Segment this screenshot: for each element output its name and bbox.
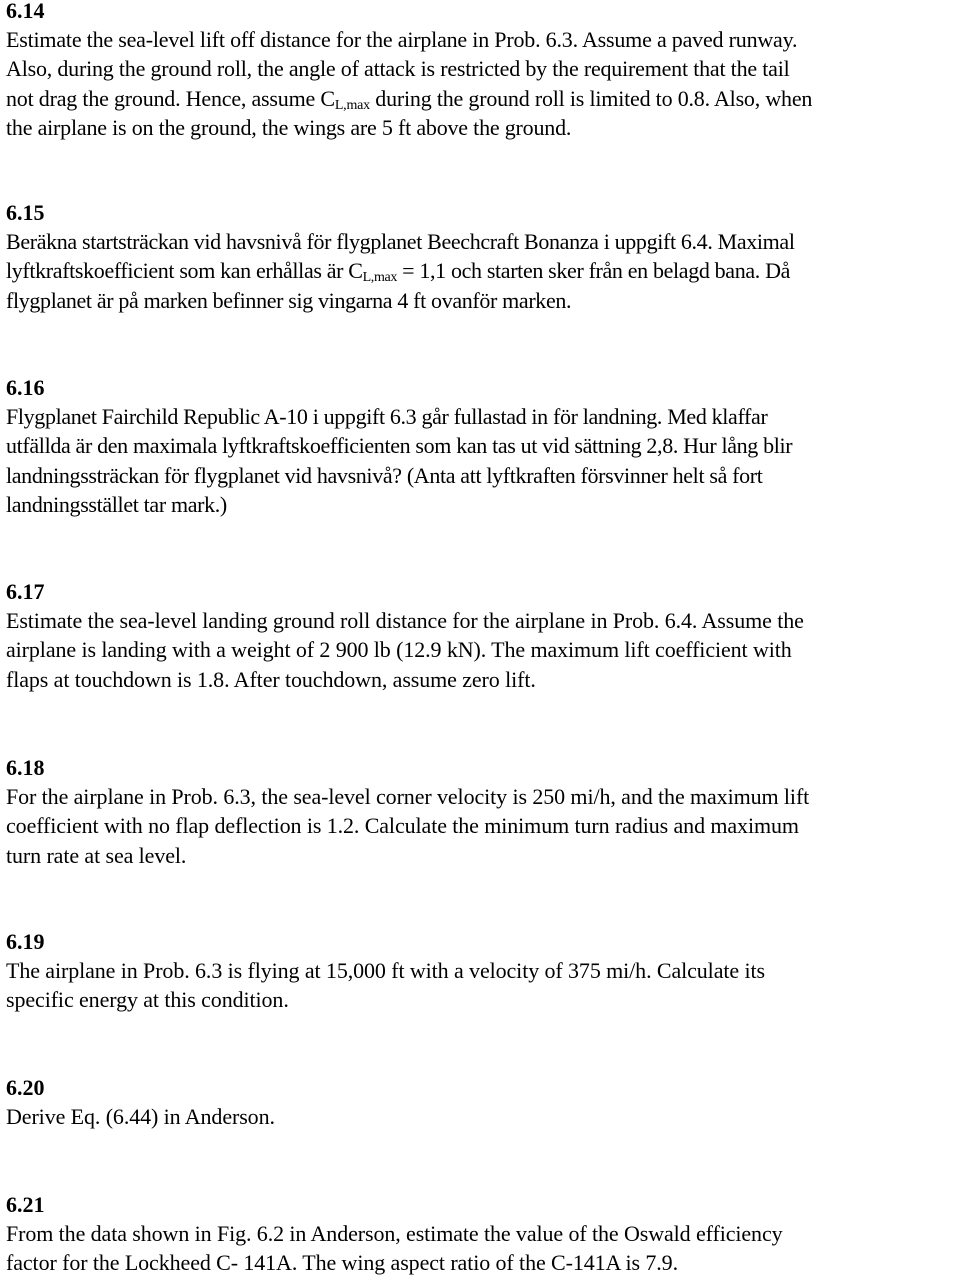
problem-text-line: Flygplanet Fairchild Republic A-10 i uppgift 6.3 går fullastad in för landning. Med klaffar	[6, 404, 768, 429]
text-segment: during the ground roll is limited to 0.8. Also, when	[369, 85, 813, 111]
problem-text-line: The airplane in Prob. 6.3 is flying at 15,000 ft with a velocity of 375 mi/h. Calculate its	[6, 958, 765, 983]
problem-6-14	[6, 0, 956, 142]
problem-text-line: turn rate at sea level.	[6, 842, 187, 868]
problem-6-16	[6, 373, 956, 519]
problem-6-19	[6, 927, 956, 1015]
problem-6-15	[6, 198, 956, 315]
problem-number: 6.14	[6, 0, 45, 23]
problem-text-line: Estimate the sea-level lift off distance for the airplane in Prob. 6.3. Assume a paved runway.	[6, 27, 798, 52]
problem-text-line: specific energy at this condition.	[6, 987, 289, 1013]
problem-text-line: Also, during the ground roll, the angle of attack is restricted by the requirement that the tail	[6, 56, 790, 82]
problem-text-line: the airplane is on the ground, the wings are 5 ft above the ground.	[6, 114, 572, 140]
problem-number: 6.16	[6, 375, 45, 400]
subscript: L,max	[334, 97, 370, 113]
problem-text-line: airplane is landing with a weight of 2 900 lb (12.9 kN). The maximum lift coefficient with	[6, 637, 792, 663]
problem-number: 6.15	[6, 200, 45, 225]
problem-text-line: landningssträckan för flygplanet vid havsnivå? (Anta att lyftkraften försvinner helt så fort	[6, 462, 763, 488]
problem-text-line: Estimate the sea-level landing ground roll distance for the airplane in Prob. 6.4. Assume the	[6, 608, 804, 633]
problem-text-line	[6, 84, 956, 113]
problem-text-line: From the data shown in Fig. 6.2 in Anderson, estimate the value of the Oswald efficiency	[6, 1221, 783, 1246]
problem-number: 6.21	[6, 1192, 45, 1217]
problem-text-line: flygplanet är på marken befinner sig vingarna 4 ft ovanför marken.	[6, 287, 572, 313]
problem-number: 6.20	[6, 1075, 45, 1100]
problem-number: 6.19	[6, 929, 45, 954]
text-segment: lyftkraftskoefficient som kan erhållas är C	[6, 258, 363, 284]
problem-text-line: utfällda är den maximala lyftkraftskoefficienten som kan tas ut vid sättning 2,8. Hur lång blir	[6, 433, 793, 459]
text-segment: = 1,1 och starten sker från en belagd bana. Då	[397, 258, 791, 284]
problem-text-line: landningsstället tar mark.)	[6, 491, 227, 517]
text-segment: not drag the ground. Hence, assume C	[6, 85, 335, 111]
problem-6-17	[6, 577, 956, 694]
problem-6-18	[6, 753, 956, 870]
problem-text-line: For the airplane in Prob. 6.3, the sea-level corner velocity is 250 mi/h, and the maximum lift	[6, 784, 810, 809]
problem-6-20	[6, 1073, 956, 1131]
problem-text-line: Derive Eq. (6.44) in Anderson.	[6, 1104, 275, 1129]
subscript: L,max	[362, 270, 397, 286]
problem-number: 6.18	[6, 755, 45, 780]
problem-text-line: coefficient with no flap deflection is 1.2. Calculate the minimum turn radius and maximum	[6, 813, 799, 839]
problem-text-line: factor for the Lockheed C- 141A. The wing aspect ratio of the C-141A is 7.9.	[6, 1250, 678, 1276]
problem-text-line	[6, 256, 956, 285]
problem-text-line: Beräkna startsträckan vid havsnivå för flygplanet Beechcraft Bonanza i uppgift 6.4. Maximal	[6, 229, 795, 254]
problem-number: 6.17	[6, 579, 45, 604]
problem-text-line: flaps at touchdown is 1.8. After touchdown, assume zero lift.	[6, 666, 536, 692]
problem-6-21	[6, 1190, 956, 1278]
